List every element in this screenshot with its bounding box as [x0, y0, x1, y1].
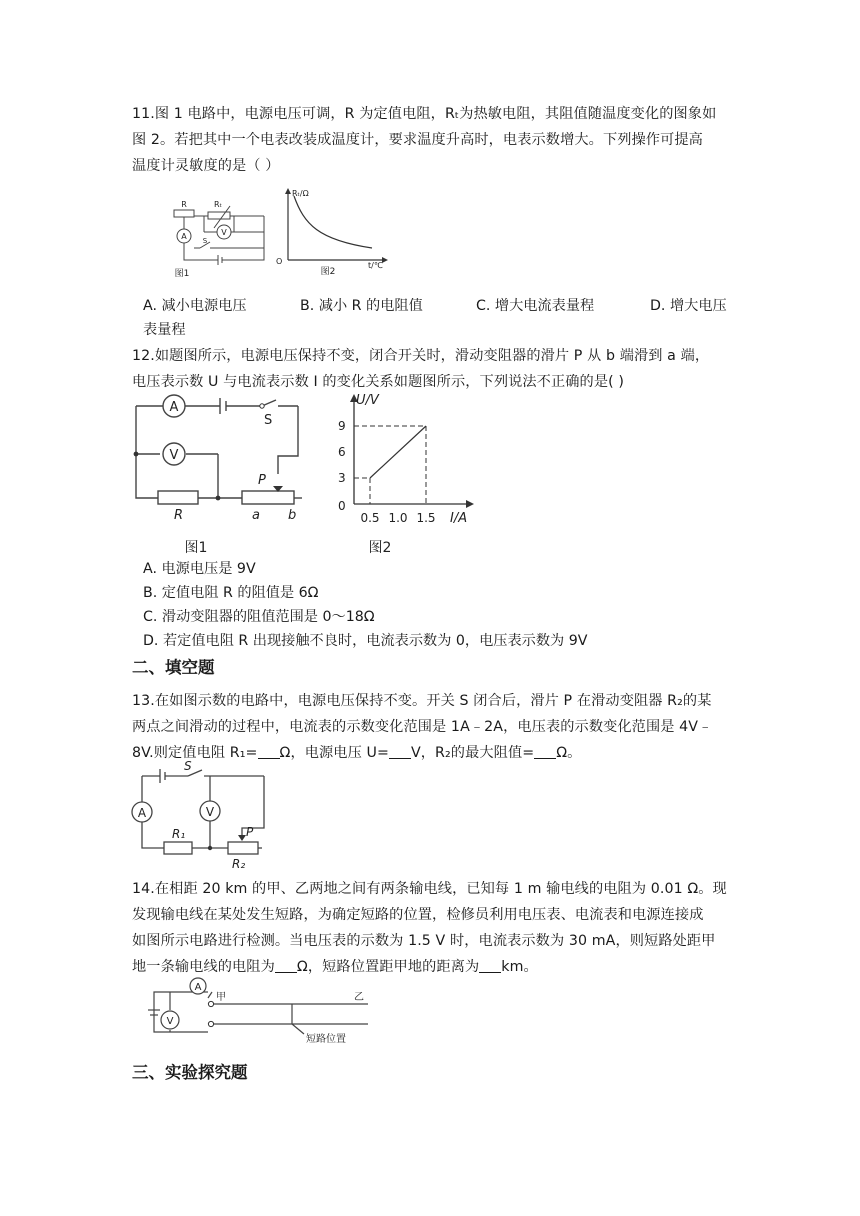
section-experiment-heading: 三、实验探究题 — [132, 1063, 248, 1082]
q11-option-a[interactable]: A. 减小电源电压 — [143, 298, 247, 314]
q13-switch-label: S — [184, 759, 192, 773]
q12-ammeter-label: A — [169, 400, 179, 415]
section-fill-in-heading: 二、填空题 — [132, 658, 215, 677]
q14-jia-label: 甲 — [216, 992, 226, 1003]
q11-graph-ylabel: Rₜ/Ω — [292, 189, 309, 198]
q11-fig1-circuit — [160, 198, 270, 280]
q11-line-3: 温度计灵敏度的是（ ） — [132, 158, 280, 174]
q11-fig2-graph — [272, 188, 397, 278]
q14-line-3: 如图所示电路进行检测。当电压表的示数为 1.5 V 时，电流表示数为 30 mA，则短路处距甲 — [132, 933, 716, 949]
q12-fig1-circuit — [130, 392, 310, 557]
q11-graph-origin: O — [276, 257, 283, 266]
q11-graph-xlabel: t/℃ — [368, 261, 383, 270]
q14-circuit — [136, 974, 376, 1048]
q14-stem — [132, 876, 732, 980]
q12-option-d[interactable]: D. 若定值电阻 R 出现接触不良时，电流表示数为 0，电压表示数为 9V — [143, 633, 588, 649]
q13-text-end: Ω。 — [556, 745, 582, 761]
q12-slider-label: P — [258, 473, 266, 488]
q12-graph-origin: 0 — [338, 499, 346, 513]
q13-text-r1: 8V.则定值电阻 R₁= — [132, 745, 258, 761]
q12-option-a[interactable]: A. 电源电压是 9V — [143, 561, 256, 577]
q13-text-r2: V，R₂的最大阻值= — [410, 745, 535, 761]
q13-r1-label: R₁ — [172, 827, 186, 841]
q12-xtick-1-0: 1.0 — [388, 511, 408, 525]
q12-option-c[interactable]: C. 滑动变阻器的阻值范围是 0～18Ω — [143, 609, 375, 625]
q13-blank-u[interactable] — [389, 744, 411, 759]
q14-text-resistance: 地一条输电线的电阻为 — [132, 959, 275, 975]
q11-fig2-caption: 图2 — [320, 267, 336, 277]
q14-blank-resistance[interactable] — [275, 958, 297, 973]
q11-switch-label: S — [202, 237, 208, 245]
q14-blank-distance[interactable] — [479, 958, 501, 973]
q11-option-c[interactable]: C. 增大电流表量程 — [476, 298, 595, 314]
q11-thermistor-label: Rₜ — [214, 200, 222, 209]
q13-blank-r1[interactable] — [258, 744, 280, 759]
q12-fig2-graph — [330, 390, 480, 558]
q11-voltmeter-label: V — [221, 228, 227, 237]
q14-text-distance: Ω，短路位置距甲地的距离为 — [296, 959, 480, 975]
q12-xtick-0-5: 0.5 — [360, 511, 380, 525]
q13-voltmeter-label: V — [205, 805, 215, 819]
q12-option-b[interactable]: B. 定值电阻 R 的阻值是 6Ω — [143, 585, 319, 601]
q12-graph-xlabel: I/A — [450, 511, 468, 526]
q11-option-b[interactable]: B. 减小 R 的电阻值 — [300, 298, 423, 314]
q11-ammeter-label: A — [181, 232, 187, 241]
q12-end-b-label: b — [288, 508, 297, 523]
q11-stem — [132, 101, 732, 179]
q13-line-1: 13.在如图示数的电路中，电源电压保持不变。开关 S 闭合后，滑片 P 在滑动变阻器 R₂的某 — [132, 693, 712, 709]
q12-line-1: 12.如题图所示，电源电压保持不变，闭合开关时，滑动变阻器的滑片 P 从 b 端滑到 a 端， — [132, 348, 710, 364]
q12-switch-label: S — [264, 413, 273, 428]
q12-ytick-6: 6 — [338, 445, 346, 459]
q13-text-u: Ω，电源电压 U= — [279, 745, 389, 761]
q14-ammeter-label: A — [194, 982, 202, 993]
q12-ytick-3: 3 — [338, 471, 346, 485]
q12-end-a-label: a — [252, 508, 260, 523]
q12-fig2-caption: 图2 — [368, 540, 392, 556]
q13-slider-label: P — [246, 825, 254, 839]
q14-short-label: 短路位置 — [306, 1034, 346, 1045]
q13-r2-label: R₂ — [232, 857, 246, 871]
q14-voltmeter-label: V — [166, 1016, 174, 1027]
q13-ammeter-label: A — [137, 806, 147, 820]
q12-line-2: 电压表示数 U 与电流表示数 I 的变化关系如题图所示，下列说法不正确的是( ) — [132, 374, 625, 390]
q11-option-d[interactable]: D. 增大电压 — [650, 298, 727, 314]
q13-line-2: 两点之间滑动的过程中，电流表的示数变化范围是 1A﹣2A，电压表的示数变化范围是 4V﹣ — [132, 719, 713, 735]
q11-option-d-cont: 表量程 — [143, 322, 186, 338]
q11-resistor-label: R — [181, 200, 187, 209]
q14-line-1: 14.在相距 20 km 的甲、乙两地之间有两条输电线，已知每 1 m 输电线的电阻为 0.01 Ω。现 — [132, 881, 727, 897]
q14-yi-label: 乙 — [354, 992, 364, 1003]
q12-stem — [132, 343, 732, 395]
q14-text-end: km。 — [501, 959, 538, 975]
q11-fig1-caption: 图1 — [174, 269, 190, 279]
q12-fig1-caption: 图1 — [184, 540, 208, 556]
q12-xtick-1-5: 1.5 — [416, 511, 436, 525]
q13-stem — [132, 688, 732, 766]
q12-resistor-label: R — [174, 508, 184, 523]
q12-voltmeter-label: V — [169, 448, 179, 463]
q13-circuit — [130, 759, 270, 874]
q11-line-2: 图 2。若把其中一个电表改装成温度计，要求温度升高时，电表示数增大。下列操作可提高 — [132, 132, 703, 148]
q14-line-2: 发现输电线在某处发生短路，为确定短路的位置，检修员利用电压表、电流表和电源连接成 — [132, 907, 704, 923]
q12-graph-ylabel: U/V — [356, 393, 379, 408]
q11-line-1: 11.图 1 电路中，电源电压可调，R 为定值电阻，Rₜ为热敏电阻，其阻值随温度变化的图象如 — [132, 106, 717, 122]
q13-blank-r2[interactable] — [534, 744, 556, 759]
q12-ytick-9: 9 — [338, 419, 346, 433]
